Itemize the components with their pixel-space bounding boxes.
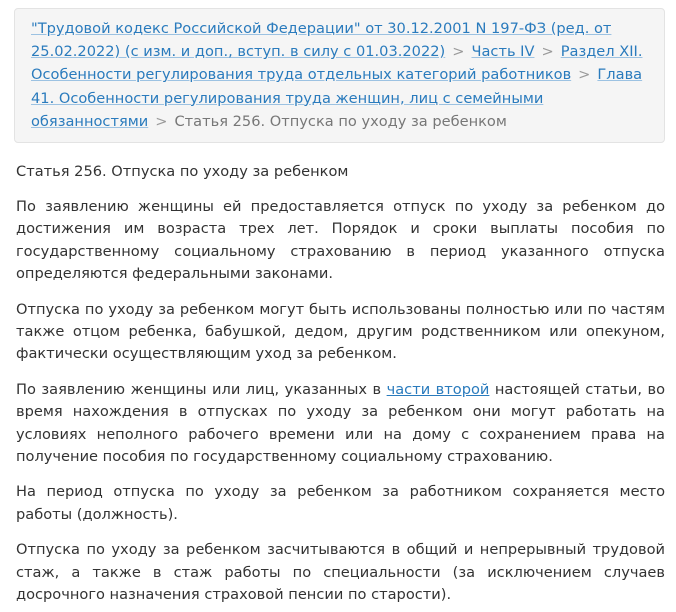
breadcrumb-current: Статья 256. Отпуска по уходу за ребенком [174, 112, 507, 130]
paragraph-3-text-start: По заявлению женщины или лиц, указанных в [16, 380, 387, 398]
article-paragraph-3 [16, 379, 665, 469]
breadcrumb-separator: > [541, 43, 554, 61]
breadcrumb-link-chapter[interactable]: Глава 41. Особенности регулирования труда женщин, лиц с семейными обязанностями [31, 66, 643, 130]
breadcrumb-separator: > [578, 66, 591, 84]
breadcrumb [14, 8, 665, 143]
article-paragraph-5: Отпуска по уходу за ребенком засчитываются в общий и непрерывный трудовой стаж, а также в стаж работы по специальности (за исключением случаев досрочного назначения страховой пенсии по старости). [16, 541, 665, 604]
article-paragraph-2: Отпуска по уходу за ребенком могут быть использованы полностью или по частям также отцом ребенка, бабушкой, дедом, другим родственником или опекуном, фактически осуществляющим уход за ребенком. [16, 300, 665, 363]
breadcrumb-link-codex[interactable]: "Трудовой кодекс Российской Федерации" от 30.12.2001 N 197-ФЗ (ред. от 25.02.2022) (с изм. и доп., вступ. в силу с 01.03.2022) [31, 20, 612, 61]
article-paragraph-4: На период отпуска по уходу за ребенком за работником сохраняется место работы (должность). [16, 483, 665, 523]
breadcrumb-link-section[interactable]: Раздел XII. Особенности регулирования труда отдельных категорий работников [31, 43, 643, 84]
breadcrumb-link-part[interactable]: Часть IV [471, 43, 535, 61]
part-two-link[interactable]: части второй [386, 380, 490, 398]
breadcrumb-separator: > [155, 112, 168, 130]
breadcrumb-separator: > [452, 43, 465, 61]
article-title: Статья 256. Отпуска по уходу за ребенком [16, 163, 349, 181]
article-paragraph-1: По заявлению женщины ей предоставляется отпуск по уходу за ребенком до достижения им возраста трех лет. Порядок и сроки выплаты пособия по государственному социальному страхованию в период указанного отпуска определяются федеральными законами. [16, 198, 665, 283]
paragraph-3-text-end: настоящей статьи, во время нахождения в отпусках по уходу за ребенком они могут работать на условиях неполного рабочего времени или на дому с сохранением права на получение пособия по государственному социальному страхованию. [16, 380, 666, 466]
